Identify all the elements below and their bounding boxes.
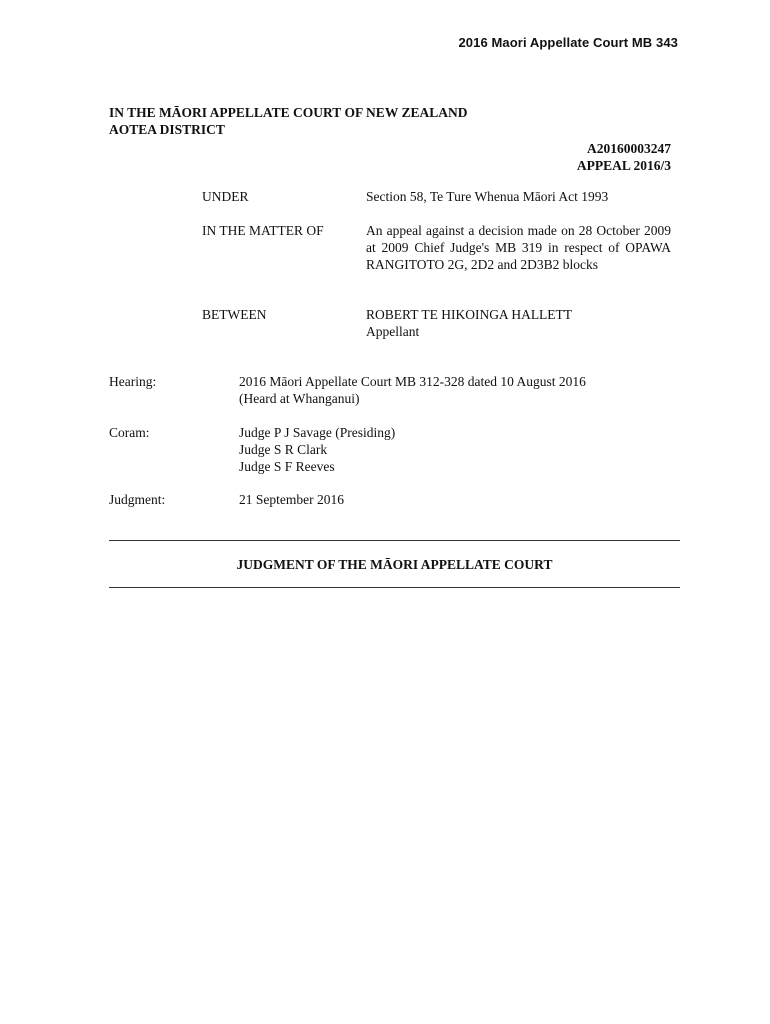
- matter-value: An appeal against a decision made on 28 October 2009 at 2009 Chief Judge's MB 319 in respect of OPAWA RANGITOTO 2G, 2D2 and 2D3B2 blocks: [366, 223, 671, 272]
- hearing-location: (Heard at Whanganui): [239, 391, 360, 406]
- hearing-value: [239, 373, 679, 407]
- between-party: [366, 306, 671, 340]
- judgment-date: 21 September 2016: [239, 492, 344, 507]
- hearing-reference: 2016 Māori Appellate Court MB 312-328 dated 10 August 2016: [239, 374, 586, 389]
- appellant-role: Appellant: [366, 324, 420, 339]
- hearing-label: Hearing:: [109, 374, 157, 389]
- coram-list: [239, 424, 679, 475]
- case-reference: [577, 140, 671, 174]
- matter-label: IN THE MATTER OF: [202, 223, 324, 238]
- judgment-label: Judgment:: [109, 492, 166, 507]
- running-head: 2016 Maori Appellate Court MB 343: [458, 35, 678, 50]
- between-label: BETWEEN: [202, 307, 267, 322]
- appellant-name: ROBERT TE HIKOINGA HALLETT: [366, 307, 573, 322]
- court-district: AOTEA DISTRICT: [109, 122, 225, 137]
- coram-judge: Judge P J Savage (Presiding): [239, 425, 396, 440]
- appeal-number: APPEAL 2016/3: [576, 158, 671, 173]
- case-number: A20160003247: [587, 141, 671, 156]
- under-label: UNDER: [202, 189, 249, 204]
- divider-bottom: [109, 587, 680, 588]
- court-title: [109, 104, 467, 138]
- coram-judge: Judge S F Reeves: [239, 459, 335, 474]
- under-value: Section 58, Te Ture Whenua Māori Act 1993: [366, 189, 609, 204]
- court-title-line: IN THE MĀORI APPELLATE COURT OF NEW ZEALAND: [109, 105, 468, 120]
- divider-top: [109, 540, 680, 541]
- coram-judge: Judge S R Clark: [239, 442, 328, 457]
- coram-label: Coram:: [109, 425, 150, 440]
- judgment-heading: JUDGMENT OF THE MĀORI APPELLATE COURT: [236, 557, 553, 572]
